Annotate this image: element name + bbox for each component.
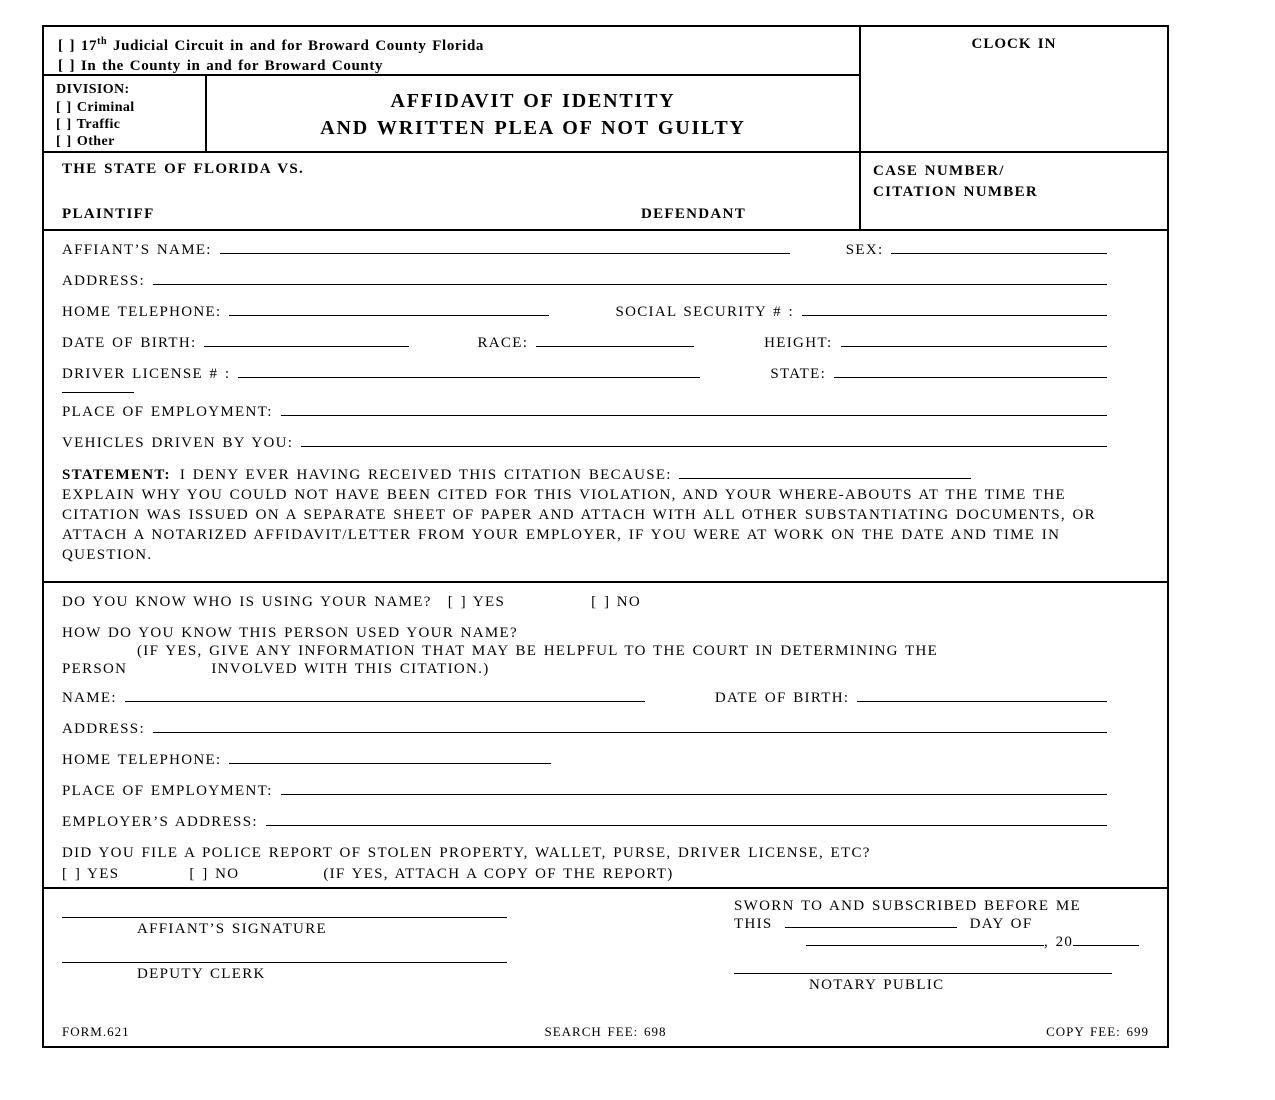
division-title-row xyxy=(44,76,859,151)
identity-questions-section xyxy=(44,583,1167,889)
dl-state-label: STATE: xyxy=(770,366,827,382)
circuit-option-label: Judicial Circuit in and for Broward County Florida xyxy=(107,38,484,54)
affiant-signature-field[interactable] xyxy=(62,915,507,918)
suspect-employment-label: PLACE OF EMPLOYMENT: xyxy=(62,783,273,799)
case-parties-cell xyxy=(44,153,861,229)
date-of-birth-field[interactable] xyxy=(204,344,409,347)
vehicles-driven-label: VEHICLES DRIVEN BY YOU: xyxy=(62,435,294,451)
driver-license-field[interactable] xyxy=(238,375,700,378)
form-row xyxy=(62,751,1149,770)
form-number: FORM.621 xyxy=(62,1024,130,1039)
form-row xyxy=(62,365,1149,384)
sworn-year-field[interactable] xyxy=(1073,943,1139,946)
state-vs-label: THE STATE OF FLORIDA VS. xyxy=(62,161,305,177)
police-report-no-option[interactable]: [ ] NO xyxy=(189,866,240,882)
form-row xyxy=(62,689,1149,708)
form-row xyxy=(62,303,1149,322)
sworn-this-label: THIS xyxy=(734,916,773,932)
deputy-clerk-label: DEPUTY CLERK xyxy=(137,966,266,982)
form-row xyxy=(62,844,1149,863)
sex-label: SEX: xyxy=(845,242,884,258)
affiant-name-field[interactable] xyxy=(220,251,790,254)
police-report-question: DID YOU FILE A POLICE REPORT OF STOLEN PROPERTY, WALLET, PURSE, DRIVER LICENSE, ETC? xyxy=(62,845,871,861)
case-number-cell[interactable] xyxy=(861,153,1167,229)
suspect-employment-field[interactable] xyxy=(281,792,1107,795)
division-other-option[interactable]: [ ] Other xyxy=(56,134,115,149)
division-cell xyxy=(44,76,207,151)
date-of-birth-label: DATE OF BIRTH: xyxy=(62,335,197,351)
form-row xyxy=(62,813,1149,832)
signature-grid xyxy=(62,897,1149,994)
how-know-note-person: PERSON xyxy=(62,661,128,677)
home-telephone-field[interactable] xyxy=(229,313,549,316)
sworn-line3 xyxy=(734,933,1149,951)
suspect-dob-field[interactable] xyxy=(857,699,1107,702)
how-know-question: HOW DO YOU KNOW THIS PERSON USED YOUR NAME? xyxy=(62,625,518,641)
height-label: HEIGHT: xyxy=(764,335,833,351)
sworn-month-field[interactable] xyxy=(806,943,1044,946)
signature-section xyxy=(44,889,1167,1046)
deputy-clerk-signature-field[interactable] xyxy=(62,960,507,963)
statement-intro: I DENY EVER HAVING RECEIVED THIS CITATION BECAUSE: xyxy=(179,467,672,483)
how-know-note-rest: INVOLVED WITH THIS CITATION.) xyxy=(211,661,490,677)
form-row xyxy=(62,272,1149,291)
driver-license-label: DRIVER LICENSE # : xyxy=(62,366,231,382)
statement-body: EXPLAIN WHY YOU COULD NOT HAVE BEEN CITED FOR THIS VIOLATION, AND YOUR WHERE-ABOUTS AT THE TIME THE CITATION WAS ISSUED ON A SEPARATE SHEET OF PAPER AND ATTACH WITH ALL OTHER SUBSTANTIATING DOCUMENTS, OR ATTACH A NOTARIZED AFFIDAVIT/LETTER FROM YOUR EMPLOYER, IF YOU WERE AT WORK ON THE DATE AND TIME IN QUESTION. xyxy=(62,487,1096,563)
form-header xyxy=(44,27,1167,153)
form-row xyxy=(62,434,1149,453)
suspect-dob-label: DATE OF BIRTH: xyxy=(714,690,850,706)
race-field[interactable] xyxy=(536,344,694,347)
sworn-day-field[interactable] xyxy=(785,925,957,928)
form-row xyxy=(62,593,1149,612)
notary-public-label: NOTARY PUBLIC xyxy=(809,977,945,993)
parties-row xyxy=(62,206,841,223)
employer-address-field[interactable] xyxy=(266,823,1107,826)
height-field[interactable] xyxy=(841,344,1107,347)
form-row xyxy=(62,720,1149,739)
clock-in-cell: CLOCK IN xyxy=(971,36,1057,52)
case-number-label-line2: CITATION NUMBER xyxy=(873,184,1039,200)
form-row xyxy=(62,865,1149,884)
suspect-home-telephone-label: HOME TELEPHONE: xyxy=(62,752,222,768)
social-security-label: SOCIAL SECURITY # : xyxy=(615,304,794,320)
division-traffic-option[interactable]: [ ] Traffic xyxy=(56,117,121,132)
form-row xyxy=(62,958,522,963)
know-user-question: DO YOU KNOW WHO IS USING YOUR NAME? xyxy=(62,594,432,610)
signature-left-column xyxy=(62,897,522,994)
affiant-signature-label: AFFIANT’S SIGNATURE xyxy=(137,921,327,937)
notary-public-signature-field[interactable] xyxy=(734,971,1112,974)
form-row xyxy=(734,969,1149,974)
know-user-no-option[interactable]: [ ] NO xyxy=(591,594,642,610)
address-field[interactable] xyxy=(153,282,1107,285)
form-title-line2: AND WRITTEN PLEA OF NOT GUILTY xyxy=(320,117,746,139)
sworn-day-of-label: DAY OF xyxy=(969,916,1033,932)
statement-reason-field[interactable] xyxy=(679,476,971,479)
driver-license-continuation-field[interactable] xyxy=(62,390,134,393)
how-know-block xyxy=(62,624,1149,678)
defendant-label: DEFENDANT xyxy=(640,206,746,222)
race-label: RACE: xyxy=(477,335,529,351)
suspect-address-label: ADDRESS: xyxy=(62,721,145,737)
form-row xyxy=(62,782,1149,801)
employer-address-label: EMPLOYER’S ADDRESS: xyxy=(62,814,258,830)
form-row xyxy=(62,390,1149,393)
case-number-label-line1: CASE NUMBER/ xyxy=(873,163,1005,179)
division-criminal-option[interactable]: [ ] Criminal xyxy=(56,100,135,115)
form-row xyxy=(62,913,522,918)
statement-label: STATEMENT: xyxy=(62,467,171,483)
know-user-yes-option[interactable]: [ ] YES xyxy=(447,594,506,610)
jurisdiction-county-option[interactable]: [ ] In the County in and for Broward County xyxy=(58,58,384,74)
suspect-home-telephone-field[interactable] xyxy=(229,761,551,764)
form-title-line1: AFFIDAVIT OF IDENTITY xyxy=(390,90,676,112)
jurisdiction-circuit-option[interactable] xyxy=(58,32,845,56)
suspect-name-field[interactable] xyxy=(125,699,645,702)
how-know-note-line2 xyxy=(62,660,1149,678)
form-row xyxy=(62,334,1149,353)
affiant-name-label: AFFIANT’S NAME: xyxy=(62,242,212,258)
sex-field[interactable] xyxy=(891,251,1107,254)
signature-right-column xyxy=(734,897,1149,994)
place-of-employment-label: PLACE OF EMPLOYMENT: xyxy=(62,404,273,420)
statement-block xyxy=(62,465,1149,565)
sworn-line2 xyxy=(734,915,1149,933)
police-report-yes-option[interactable]: [ ] YES xyxy=(62,866,120,882)
home-telephone-label: HOME TELEPHONE: xyxy=(62,304,222,320)
vehicles-driven-field[interactable] xyxy=(301,444,1107,447)
form-row xyxy=(62,241,1149,260)
form-footer xyxy=(62,1022,1149,1040)
sworn-year-prefix: , 20 xyxy=(1044,934,1074,950)
plaintiff-label: PLAINTIFF xyxy=(62,206,155,222)
police-report-note: (IF YES, ATTACH A COPY OF THE REPORT) xyxy=(323,866,674,882)
division-label: DIVISION: xyxy=(56,82,130,97)
form-border xyxy=(42,25,1169,1048)
affiant-info-section xyxy=(44,231,1167,583)
address-label: ADDRESS: xyxy=(62,273,145,289)
suspect-name-label: NAME: xyxy=(62,690,117,706)
dl-state-field[interactable] xyxy=(834,375,1107,378)
ordinal-suffix: th xyxy=(97,36,108,47)
circuit-checkbox[interactable]: [ ] 17 xyxy=(58,38,98,54)
form-title xyxy=(207,76,859,151)
place-of-employment-field[interactable] xyxy=(281,413,1107,416)
jurisdiction-cell xyxy=(44,27,859,76)
form-row xyxy=(62,403,1149,422)
header-left xyxy=(44,27,861,151)
search-fee: SEARCH FEE: 698 xyxy=(544,1024,667,1039)
social-security-field[interactable] xyxy=(802,313,1107,316)
copy-fee: COPY FEE: 699 xyxy=(1046,1024,1149,1039)
sworn-line1: SWORN TO AND SUBSCRIBED BEFORE ME xyxy=(734,898,1081,914)
how-know-note-line1: (IF YES, GIVE ANY INFORMATION THAT MAY BE HELPFUL TO THE COURT IN DETERMINING THE xyxy=(137,643,939,659)
case-banner xyxy=(44,153,1167,231)
suspect-address-field[interactable] xyxy=(153,730,1107,733)
